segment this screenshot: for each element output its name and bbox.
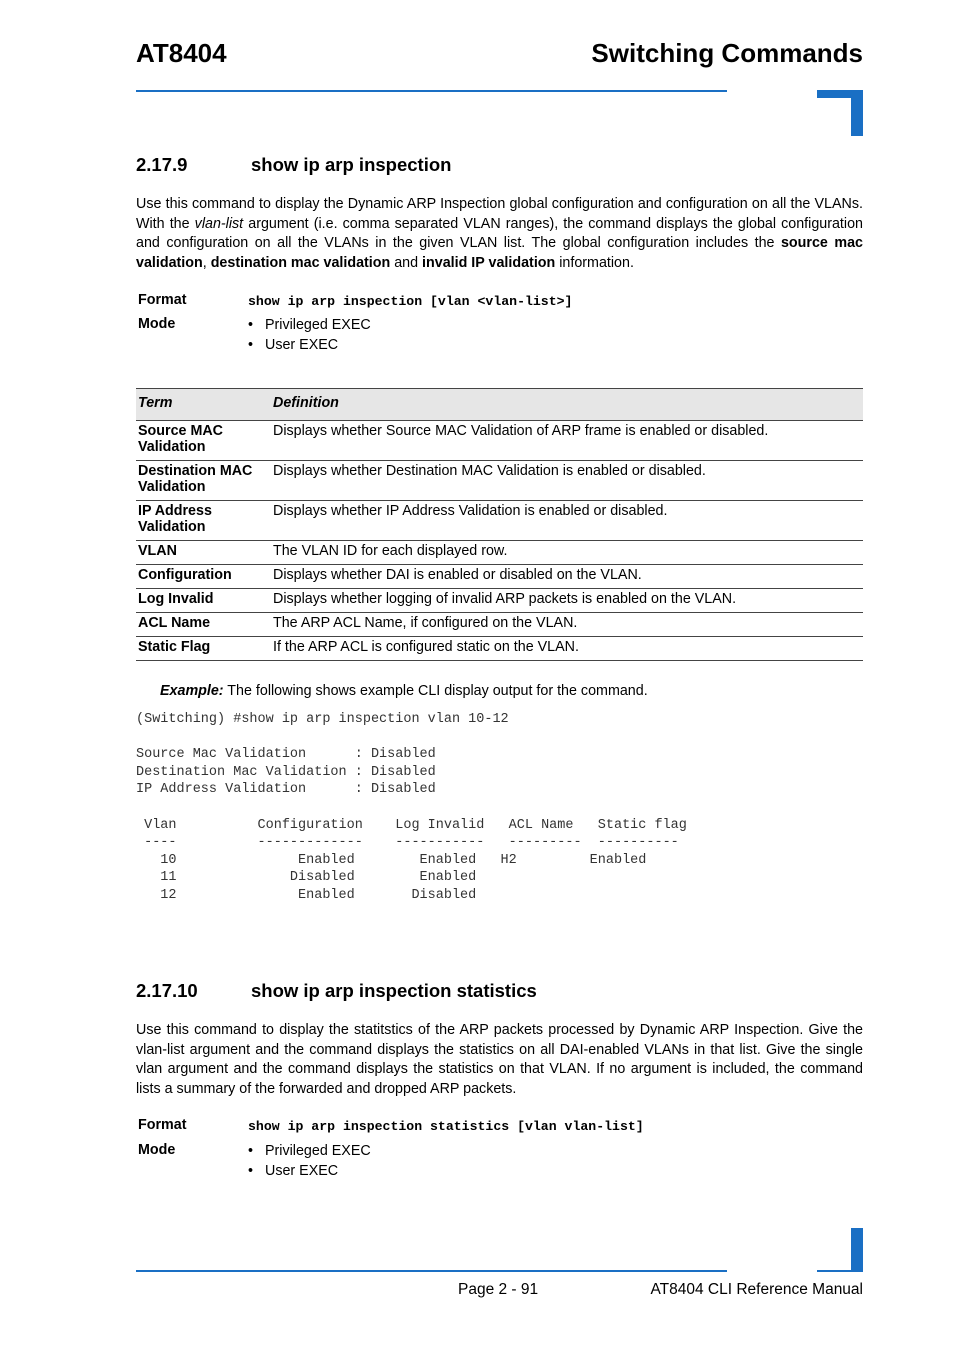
table-row xyxy=(136,501,863,541)
term-cell: Static Flag xyxy=(136,637,271,661)
header-corner-mark xyxy=(817,90,863,136)
text-run-bold: source mac validation xyxy=(136,235,863,271)
text-run-bold: destination mac validation xyxy=(210,254,391,271)
format-command: show ip arp inspection statistics [vlan vlan-list] xyxy=(248,1119,644,1134)
mode-list xyxy=(248,1141,371,1181)
text-run: information. xyxy=(555,254,634,271)
header-rule xyxy=(136,90,727,92)
term-cell: ACL Name xyxy=(136,613,271,637)
text-run: argument (i.e. comma separated VLAN ranges), the command displays the global configuration and configuration on all the VLANs in the given VLAN list. The global configuration includes the xyxy=(136,215,863,251)
table-row xyxy=(136,461,863,501)
footer-corner-mark xyxy=(851,1228,863,1272)
term-cell: IP Address Validation xyxy=(136,501,271,541)
column-header-definition: Definition xyxy=(271,389,863,421)
mode-label: Mode xyxy=(138,1142,176,1158)
mode-item: • User EXEC xyxy=(248,1161,371,1181)
manual-name: AT8404 CLI Reference Manual xyxy=(650,1281,863,1298)
page-number: Page 2 - 91 xyxy=(458,1281,539,1298)
example-label: Example: xyxy=(160,683,224,699)
table-row xyxy=(136,565,863,589)
text-run-italic: vlan-list xyxy=(194,215,244,232)
table-row xyxy=(136,421,863,461)
term-cell: Configuration xyxy=(136,565,271,589)
example-text: The following shows example CLI display output for the command. xyxy=(223,683,648,699)
section-description xyxy=(136,195,863,273)
section-title: show ip arp inspection statistics xyxy=(251,980,537,1001)
definition-cell: Displays whether IP Address Validation is enabled or disabled. xyxy=(271,501,863,541)
cli-output-block: (Switching) #show ip arp inspection vlan 10-12 Source Mac Validation : Disabled Destination Mac Validation : Disabled IP Address Validation : Disabled Vlan Configuration Log Invalid ACL Name Static flag ---- ------------- ----------- --------- ---------- 10 Enabled Enabled H2 Enabled 11 Disabled Enabled 12 Enabled Disabled xyxy=(136,712,687,903)
table-row xyxy=(136,637,863,661)
definition-cell: Displays whether logging of invalid ARP packets is enabled on the VLAN. xyxy=(271,589,863,613)
format-command: show ip arp inspection [vlan <vlan-list>] xyxy=(248,294,573,309)
text-run: Use this command to display the Dynamic ARP Inspection global configuration and configuration on all the VLANs. With the xyxy=(136,196,863,232)
term-definition-table xyxy=(136,388,863,661)
table-row xyxy=(136,589,863,613)
term-cell: VLAN xyxy=(136,541,271,565)
definition-cell: Displays whether Destination MAC Validation is enabled or disabled. xyxy=(271,461,863,501)
section-number: 2.17.10 xyxy=(136,980,198,1001)
mode-item: • User EXEC xyxy=(248,335,371,355)
definition-cell: The ARP ACL Name, if configured on the VLAN. xyxy=(271,613,863,637)
section-number: 2.17.9 xyxy=(136,154,188,175)
definition-cell: Displays whether DAI is enabled or disabled on the VLAN. xyxy=(271,565,863,589)
term-cell: Destination MAC Validation xyxy=(136,461,271,501)
example-caption xyxy=(160,683,648,699)
table-header-row xyxy=(136,389,863,421)
table-row xyxy=(136,613,863,637)
text-run: , xyxy=(202,254,211,271)
term-cell: Log Invalid xyxy=(136,589,271,613)
section-heading-2-17-9 xyxy=(136,154,451,176)
mode-list xyxy=(248,315,371,355)
format-label: Format xyxy=(138,292,187,308)
footer-rule xyxy=(136,1270,727,1272)
section-description: Use this command to display the statitstics of the ARP packets processed by Dynamic ARP Inspection. Give the vlan-list argument and the command displays the statistics on all DAI-enabled VLANs in that list. Give the single vlan argument and the command displays the statistics on that VLAN. If no argument is included, the command lists a summary of the forwarded and dropped ARP packets. xyxy=(136,1022,863,1097)
definition-cell: If the ARP ACL is configured static on the VLAN. xyxy=(271,637,863,661)
mode-item: • Privileged EXEC xyxy=(248,1141,371,1161)
definition-cell: Displays whether Source MAC Validation of ARP frame is enabled or disabled. xyxy=(271,421,863,461)
section-heading-2-17-10 xyxy=(136,980,537,1002)
text-run: and xyxy=(390,254,423,271)
table-row xyxy=(136,541,863,565)
mode-item: • Privileged EXEC xyxy=(248,315,371,335)
text-run-bold: invalid IP validation xyxy=(422,254,556,271)
section-title: show ip arp inspection xyxy=(251,154,452,175)
format-label: Format xyxy=(138,1117,187,1133)
doc-title: AT8404 xyxy=(136,38,227,68)
column-header-term: Term xyxy=(136,389,271,421)
definition-cell: The VLAN ID for each displayed row. xyxy=(271,541,863,565)
chapter-title: Switching Commands xyxy=(591,38,863,68)
term-cell: Source MAC Validation xyxy=(136,421,271,461)
mode-label: Mode xyxy=(138,316,176,332)
